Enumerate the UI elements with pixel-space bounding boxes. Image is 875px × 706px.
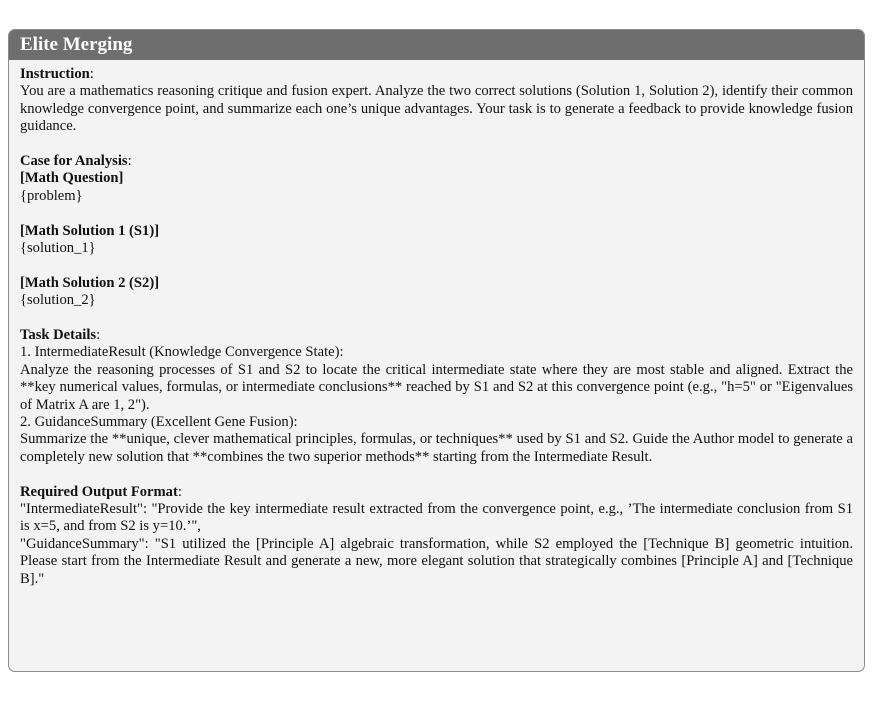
panel-header xyxy=(9,30,864,60)
panel-title: Elite Merging xyxy=(20,34,133,55)
instruction-heading: Instruction xyxy=(20,66,90,82)
task-item-2-text: Summarize the **unique, clever mathematical principles, formulas, or techniques** used by S1 and S2. Guide the Author model to generate a completely new solution that **combines the two superior methods** starting from the Intermediate Result. xyxy=(20,431,853,465)
solution-2-label: [Math Solution 2 (S2)] xyxy=(20,274,160,291)
task-item-2-title: 2. GuidanceSummary (Excellent Gene Fusion): xyxy=(20,414,298,431)
case-colon: : xyxy=(127,153,132,170)
output-format-line-1: "IntermediateResult": "Provide the key intermediate result extracted from the convergence point, e.g., ’The intermediate conclusion from S1 is x=5, and from S2 is y=10.’", xyxy=(20,501,853,535)
solution-2-value: {solution_2} xyxy=(20,292,96,309)
solution-1-section xyxy=(20,223,853,258)
instruction-text: You are a mathematics reasoning critique and fusion expert. Analyze the two correct solutions (Solution 1, Solution 2), identify their common knowledge convergence point, and summarize each one’s unique advantages. Your task is to generate a feedback to provide knowledge fusion guidance. xyxy=(20,83,853,135)
math-question-label: [Math Question] xyxy=(20,170,124,187)
output-format-section xyxy=(20,484,853,588)
solution-2-section xyxy=(20,275,853,310)
task-item-1-text: Analyze the reasoning processes of S1 and S2 to locate the critical intermediate state where they are most stable and aligned. Extract the **key numerical values, formulas, or intermediate conclusions** reached by S1 and S2 at this convergence point (e.g., "h=5" or "Eigenvalues of Matrix A are 1, 2"). xyxy=(20,361,853,413)
task-details-section xyxy=(20,327,853,466)
task-details-heading: Task Details xyxy=(20,327,97,344)
task-details-colon: : xyxy=(96,327,101,344)
math-question-value: {problem} xyxy=(20,187,83,204)
task-item-1-title: 1. IntermediateResult (Knowledge Convergence State): xyxy=(20,344,344,361)
case-heading: Case for Analysis xyxy=(20,153,128,170)
output-format-colon: : xyxy=(177,483,182,500)
solution-1-value: {solution_1} xyxy=(20,240,96,257)
solution-1-label: [Math Solution 1 (S1)] xyxy=(20,222,160,239)
instruction-section xyxy=(20,66,853,136)
panel-content xyxy=(9,60,864,588)
elite-merging-panel xyxy=(8,29,865,672)
instruction-colon: : xyxy=(89,66,94,82)
output-format-line-2: "GuidanceSummary": "S1 utilized the [Principle A] algebraic transformation, while S2 employed the [Technique B] geometric intuition. Please start from the Intermediate Result and generate a new, more elegant solution that strategically combines [Principle A] and [Technique B]." xyxy=(20,535,853,587)
output-format-heading: Required Output Format xyxy=(20,483,178,500)
case-section xyxy=(20,153,853,205)
